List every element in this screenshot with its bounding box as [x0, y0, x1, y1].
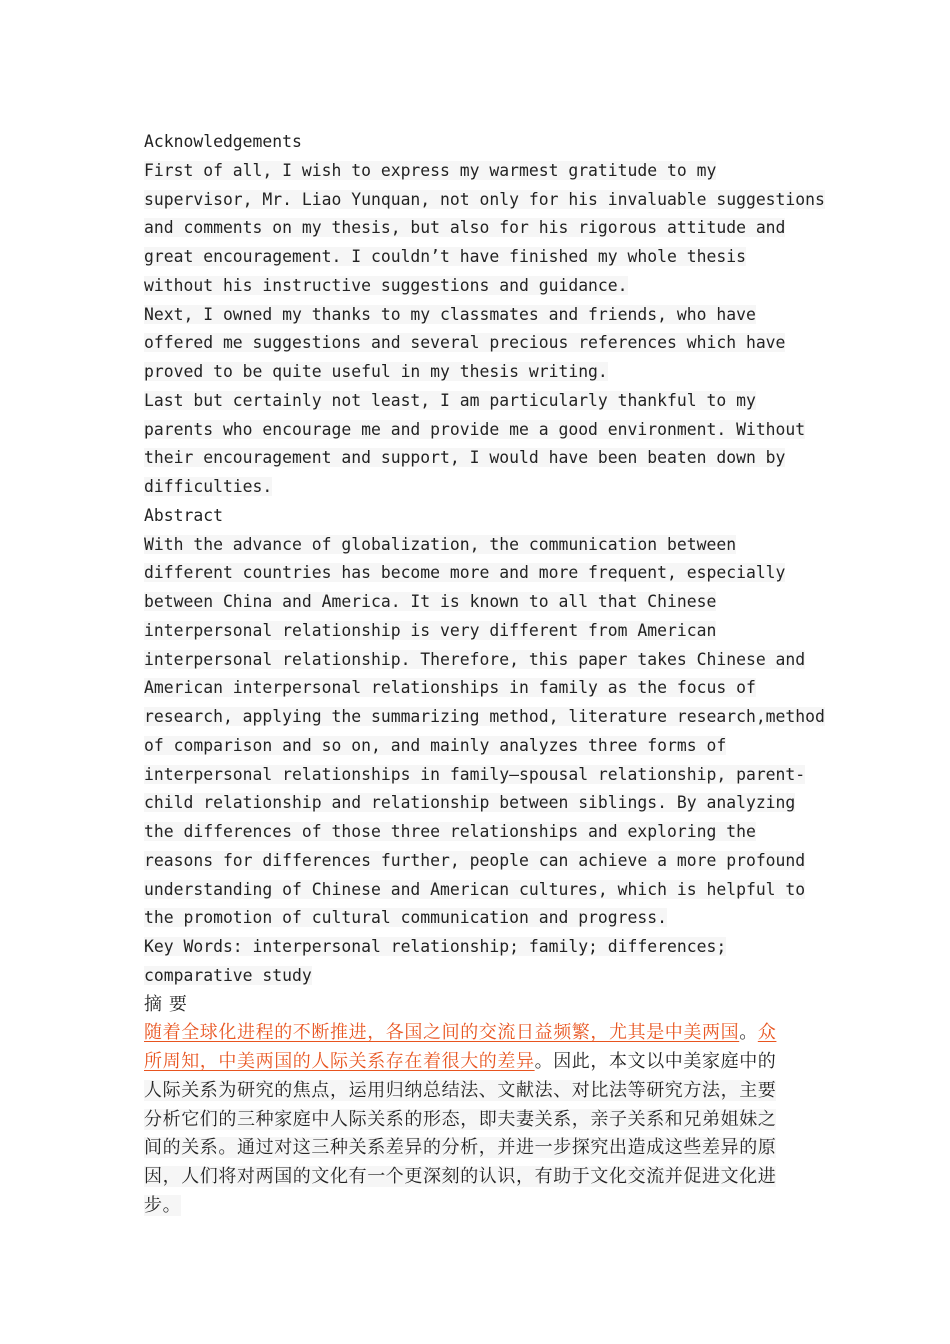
ack-line: great encouragement. I couldn’t have finished my whole thesis — [144, 247, 746, 266]
punctuation: 。 — [739, 1022, 758, 1044]
abstract-line: American interpersonal relationships in family as the focus of — [144, 678, 756, 698]
chinese-abstract-body — [144, 1019, 824, 1220]
abstract-line: interpersonal relationship is very different from American — [144, 620, 717, 640]
abstract-line: understanding of Chinese and American cultures, which is helpful to — [144, 879, 806, 899]
highlighted-sentence: 众 — [757, 1022, 777, 1044]
abstract-line: interpersonal relationship. Therefore, this paper takes Chinese and — [144, 649, 806, 669]
abstract-line: child relationship and relationship between siblings. By analyzing — [144, 793, 796, 813]
ack-line: and comments on my thesis, but also for his rigorous attitude and — [144, 218, 786, 238]
abstract-line: With the advance of globalization, the communication between — [144, 534, 737, 554]
document-page — [144, 128, 824, 1221]
chinese-line: 分析它们的三种家庭中人际关系的形态，即夫妻关系，亲子关系和兄弟姐妹之 — [144, 1108, 777, 1130]
highlighted-sentence: 所周知，中美两国的人际关系存在着很大的差异 — [144, 1051, 535, 1072]
ack-line: parents who encourage me and provide me a good environment. Without — [144, 419, 806, 439]
ack-line: offered me suggestions and several precious references which have — [144, 333, 786, 353]
abstract-line: research, applying the summarizing method, literature research,method — [144, 707, 825, 726]
ack-line: their encouragement and support, I would have been beaten down by — [144, 448, 786, 468]
keywords-line: comparative study — [144, 965, 312, 985]
abstract-line: reasons for differences further, people can achieve a more profound — [144, 850, 806, 870]
keywords-line: Key Words: interpersonal relationship; family; differences; — [144, 937, 727, 956]
chinese-line: 因，人们将对两国的文化有一个更深刻的认识，有助于文化交流并促进文化进 — [144, 1166, 777, 1187]
abstract-line: interpersonal relationships in family—spousal relationship, parent- — [144, 764, 806, 784]
keywords — [144, 933, 824, 991]
ack-line: First of all, I wish to express my warmest gratitude to my — [144, 160, 717, 180]
chinese-line: 人际关系为研究的焦点，运用归纳总结法、文献法、对比法等研究方法，主要 — [144, 1079, 777, 1101]
ack-line: proved to be quite useful in my thesis writing. — [144, 362, 608, 381]
chinese-line: 步。 — [144, 1194, 182, 1216]
acknowledgements-heading: Acknowledgements — [144, 132, 302, 151]
abstract-line: different countries has become more and more frequent, especially — [144, 563, 786, 583]
ack-line: supervisor, Mr. Liao Yunquan, not only for his invaluable suggestions — [144, 189, 825, 209]
ack-line: without his instructive suggestions and guidance. — [144, 275, 628, 295]
abstract-body — [144, 531, 824, 934]
ack-line: Last but certainly not least, I am particularly thankful to my — [144, 390, 756, 410]
chinese-abstract-heading: 摘 要 — [144, 993, 188, 1015]
abstract-line: the differences of those three relationships and exploring the — [144, 822, 756, 841]
abstract-line: between China and America. It is known to all that Chinese — [144, 592, 717, 611]
abstract-line: the promotion of cultural communication and progress. — [144, 908, 668, 928]
acknowledgements-body — [144, 157, 824, 502]
abstract-heading: Abstract — [144, 505, 223, 525]
ack-line: difficulties. — [144, 477, 273, 496]
ack-line: Next, I owned my thanks to my classmates and friends, who have — [144, 304, 756, 324]
chinese-line: 间的关系。通过对这三种关系差异的分析，并进一步探究出造成这些差异的原 — [144, 1137, 777, 1159]
highlighted-sentence: 随着全球化进程的不断推进，各国之间的交流日益频繁，尤其是中美两国 — [144, 1022, 740, 1044]
abstract-line: of comparison and so on, and mainly analyzes three forms of — [144, 735, 727, 755]
chinese-text: 。因此，本文以中美家庭中的 — [534, 1051, 777, 1072]
